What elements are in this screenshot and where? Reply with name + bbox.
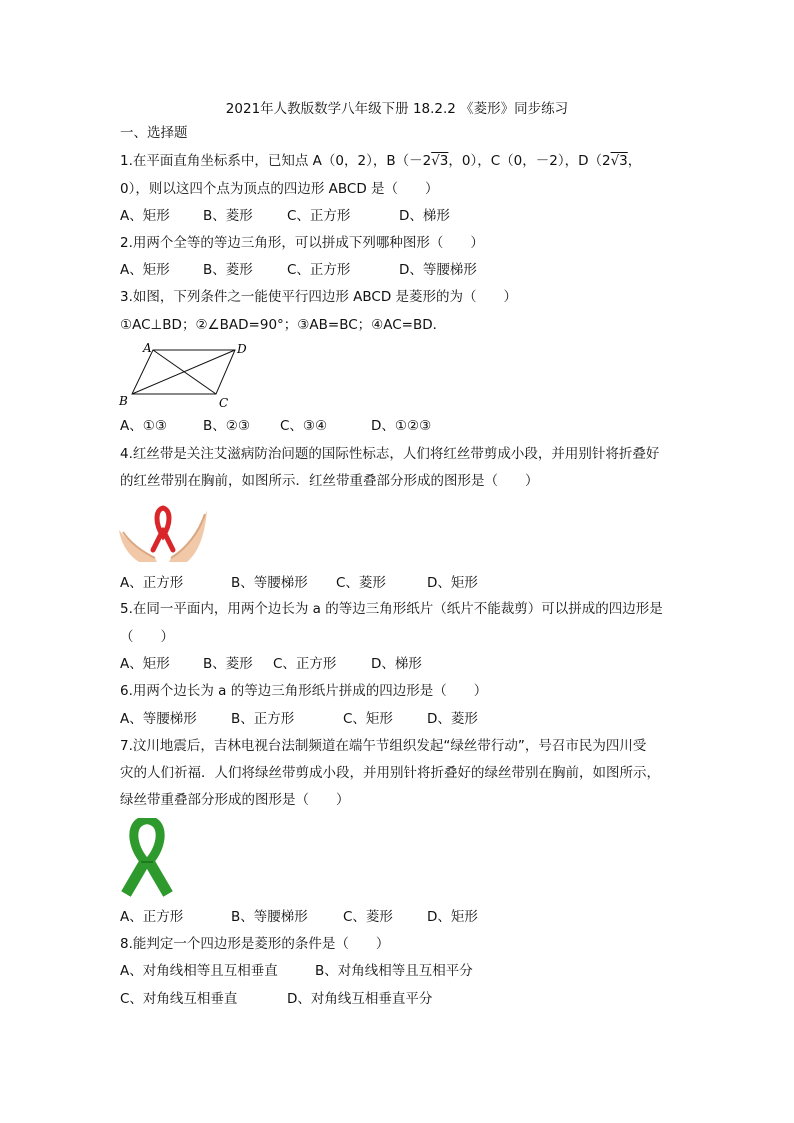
q7-stem-line3: 绿丝带重叠部分形成的图形是（ ） xyxy=(120,792,350,808)
q4-option-b[interactable]: B、等腰梯形 xyxy=(231,575,308,591)
q5-option-a[interactable]: A、矩形 xyxy=(120,656,170,672)
q1-option-d[interactable]: D、梯形 xyxy=(399,208,450,224)
q2-option-a[interactable]: A、矩形 xyxy=(120,262,170,278)
red-ribbon-hands-image xyxy=(117,500,209,564)
q7-option-c[interactable]: C、菱形 xyxy=(343,909,393,925)
vertex-label-a: A xyxy=(143,341,152,355)
q8-option-c[interactable]: C、对角线互相垂直 xyxy=(120,991,238,1007)
q5-stem-line2: （ ） xyxy=(120,629,174,645)
section-heading: 一、选择题 xyxy=(120,125,188,141)
green-ribbon-image xyxy=(118,818,176,900)
q6-option-b[interactable]: B、正方形 xyxy=(231,711,295,727)
document-title: 2021年人教版数学八年级下册 18.2.2 《菱形》同步练习 xyxy=(225,101,569,117)
q2-option-d[interactable]: D、等腰梯形 xyxy=(399,262,477,278)
parallelogram-figure xyxy=(115,338,255,410)
q6-option-c[interactable]: C、矩形 xyxy=(343,711,393,727)
q3-option-b[interactable]: B、②③ xyxy=(203,418,250,434)
q2-option-b[interactable]: B、菱形 xyxy=(203,262,253,278)
q2-stem: 2.用两个全等的等边三角形，可以拼成下列哪种图形（ ） xyxy=(120,235,484,251)
q4-stem-line2: 的红丝带别在胸前，如图所示．红丝带重叠部分形成的图形是（ ） xyxy=(120,473,539,489)
q1-stem-line2: 0），则以这四个点为顶点的四边形 ABCD 是（ ） xyxy=(120,181,439,197)
q7-option-b[interactable]: B、等腰梯形 xyxy=(231,909,308,925)
q3-conditions: ①AC⊥BD；②∠BAD=90°；③AB=BC；④AC=BD． xyxy=(120,317,447,333)
q8-option-b[interactable]: B、对角线相等且互相平分 xyxy=(315,963,473,979)
q6-stem: 6.用两个边长为 a 的等边三角形纸片拼成的四边形是（ ） xyxy=(120,683,488,699)
q4-option-c[interactable]: C、菱形 xyxy=(336,575,386,591)
q8-option-a[interactable]: A、对角线相等且互相垂直 xyxy=(120,963,278,979)
q2-option-c[interactable]: C、正方形 xyxy=(287,262,351,278)
vertex-label-d: D xyxy=(237,342,247,356)
vertex-label-c: C xyxy=(219,396,229,410)
q3-stem: 3.如图，下列条件之一能使平行四边形 ABCD 是菱形的为（ ） xyxy=(120,289,518,305)
q7-stem-line1: 7.汶川地震后，吉林电视台法制频道在端午节组织发起“绿丝带行动”，号召市民为四川受 xyxy=(120,738,647,754)
q8-option-d[interactable]: D、对角线互相垂直平分 xyxy=(287,991,433,1007)
q3-option-d[interactable]: D、①②③ xyxy=(371,418,432,434)
q7-stem-line2: 灾的人们祈福．人们将绿丝带剪成小段，并用别针将折叠好的绿丝带别在胸前，如图所示， xyxy=(120,765,660,781)
q4-option-d[interactable]: D、矩形 xyxy=(427,575,478,591)
vertex-label-b: B xyxy=(119,394,128,408)
q5-option-d[interactable]: D、梯形 xyxy=(371,656,422,672)
q3-option-c[interactable]: C、③④ xyxy=(280,418,328,434)
q1-option-c[interactable]: C、正方形 xyxy=(287,208,351,224)
q6-option-a[interactable]: A、等腰梯形 xyxy=(120,711,197,727)
q5-option-c[interactable]: C、正方形 xyxy=(273,656,337,672)
q6-option-d[interactable]: D、菱形 xyxy=(427,711,478,727)
q5-stem-line1: 5.在同一平面内，用两个边长为 a 的等边三角形纸片（纸片不能裁剪）可以拼成的四边形是 xyxy=(120,601,663,617)
q7-option-a[interactable]: A、正方形 xyxy=(120,909,184,925)
q8-stem: 8.能判定一个四边形是菱形的条件是（ ） xyxy=(120,936,390,952)
q5-option-b[interactable]: B、菱形 xyxy=(203,656,253,672)
q4-option-a[interactable]: A、正方形 xyxy=(120,575,184,591)
q1-stem-line1: 1.在平面直角坐标系中，已知点 A（0，2），B（－2√3，0），C（0，－2），D（2√3， xyxy=(120,153,642,169)
q7-option-d[interactable]: D、矩形 xyxy=(427,909,478,925)
q4-stem-line1: 4.红丝带是关注艾滋病防治问题的国际性标志，人们将红丝带剪成小段，并用别针将折叠好 xyxy=(120,446,660,462)
q1-option-a[interactable]: A、矩形 xyxy=(120,208,170,224)
q1-option-b[interactable]: B、菱形 xyxy=(203,208,253,224)
q3-option-a[interactable]: A、①③ xyxy=(120,418,167,434)
